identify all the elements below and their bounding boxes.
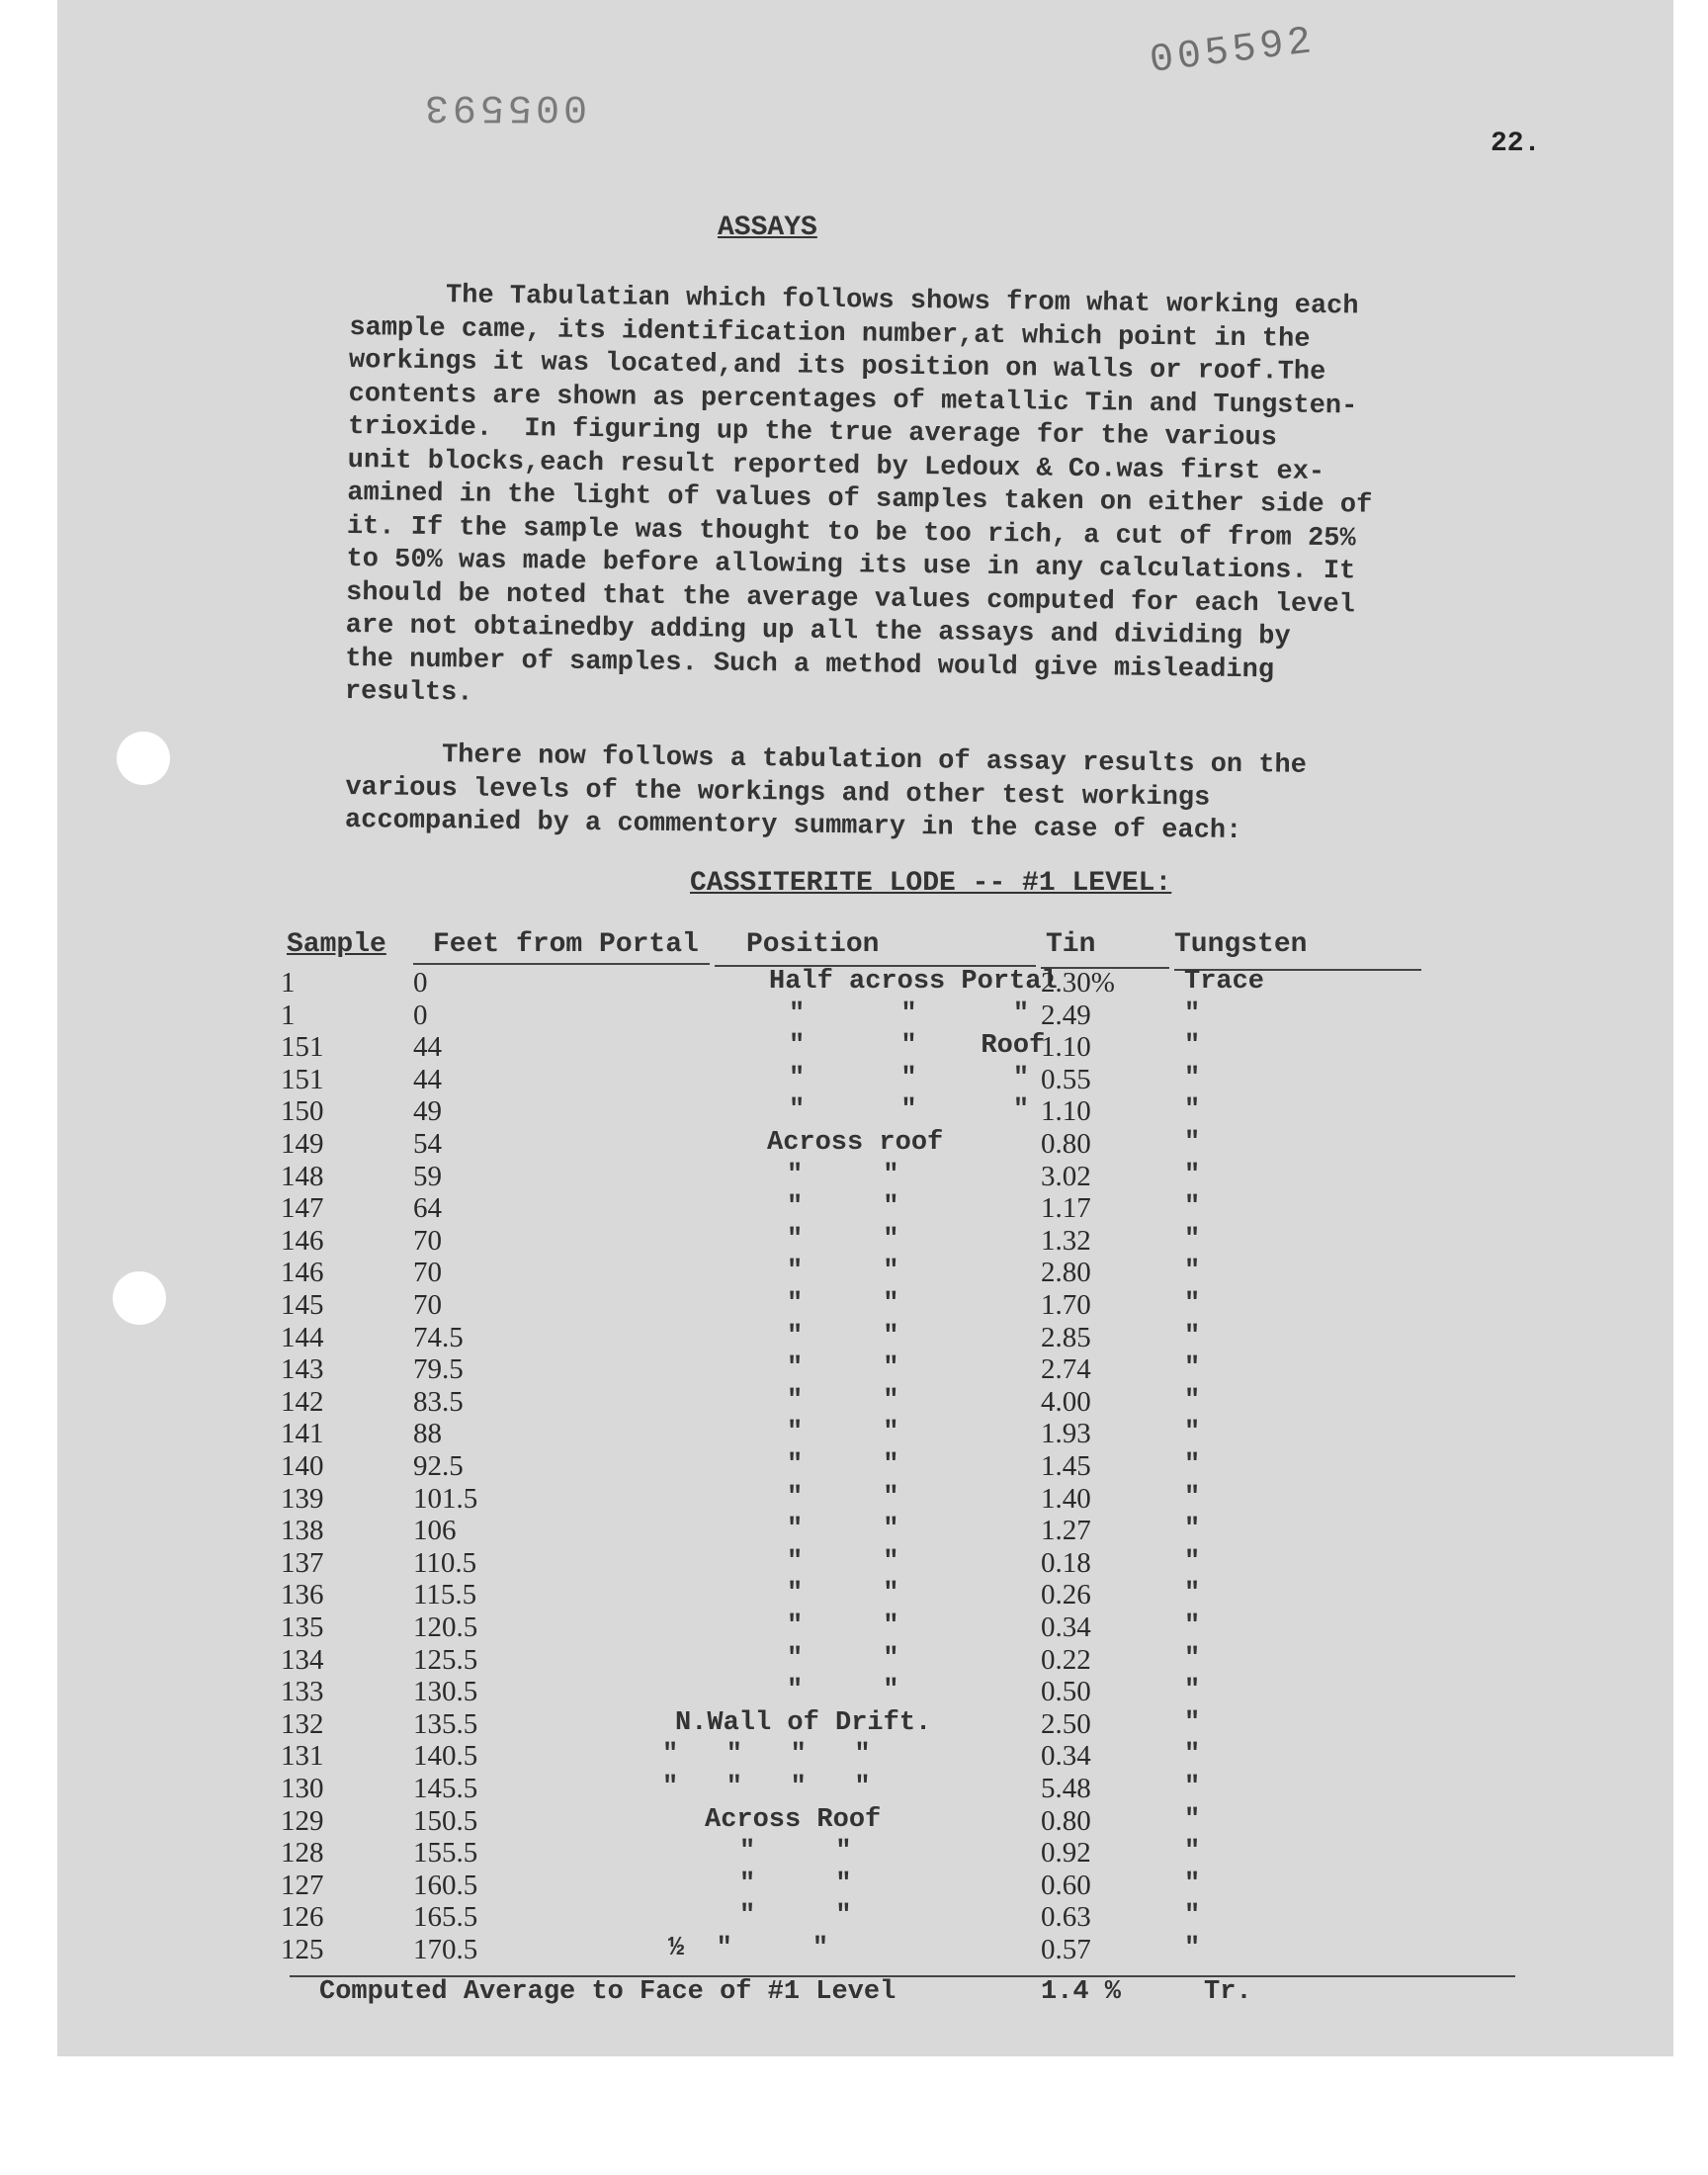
- tungsten-cell: ": [1184, 1160, 1201, 1190]
- sample-cell: 126: [281, 1901, 324, 1934]
- stamp-number-top-left: 005593: [421, 84, 588, 129]
- tungsten-cell: ": [1184, 1643, 1201, 1674]
- table-row: [57, 1418, 1673, 1450]
- sample-cell: 145: [281, 1289, 324, 1321]
- tin-cell: 0.55: [1041, 1063, 1091, 1095]
- tungsten-cell: ": [1184, 1128, 1201, 1158]
- header-sample: Sample: [287, 929, 386, 960]
- sample-cell: 1: [281, 999, 296, 1031]
- feet-cell: 83.5: [413, 1385, 464, 1418]
- tungsten-cell: ": [1184, 1321, 1201, 1351]
- position-cell: Across roof: [767, 1128, 944, 1158]
- tin-cell: 2.49: [1041, 999, 1091, 1031]
- sample-cell: 1: [281, 967, 296, 999]
- table-row: [57, 1708, 1673, 1738]
- sample-cell: 134: [281, 1643, 324, 1676]
- position-cell: " ": [787, 1611, 899, 1641]
- sample-cell: 139: [281, 1482, 324, 1515]
- position-cell: " " " ": [662, 1740, 871, 1771]
- position-cell: " ": [787, 1192, 899, 1223]
- tin-cell: 2.30%: [1041, 967, 1115, 999]
- stamp-number-top-right: 005592: [1147, 19, 1319, 85]
- position-cell: " ": [787, 1579, 899, 1610]
- tin-cell: 4.00: [1041, 1385, 1091, 1418]
- feet-cell: 125.5: [413, 1643, 478, 1676]
- sample-cell: 131: [281, 1740, 324, 1773]
- table-row: [57, 1773, 1673, 1802]
- table-row: [57, 1644, 1673, 1674]
- tungsten-cell: Trace: [1184, 967, 1265, 997]
- tin-cell: 5.48: [1041, 1773, 1091, 1804]
- position-cell: " ": [787, 1676, 899, 1706]
- footer-label: Computed Average to Face of #1 Level: [319, 1977, 897, 2007]
- sample-cell: 140: [281, 1450, 324, 1482]
- tin-cell: 1.10: [1041, 1031, 1091, 1064]
- table-row: [57, 1128, 1673, 1158]
- tabulation-paragraph: There now follows a tabulation of assay results on the various levels of the workings and other test workings accompanied by a commentory summary in the case of each:: [344, 739, 1308, 847]
- punch-hole-bottom: [113, 1271, 166, 1325]
- tin-cell: 1.32: [1041, 1224, 1091, 1257]
- tungsten-cell: ": [1184, 1901, 1201, 1932]
- sample-cell: 144: [281, 1321, 324, 1353]
- header-tin: Tin: [1046, 929, 1096, 960]
- tungsten-cell: ": [1184, 1095, 1201, 1126]
- position-cell: " " " ": [662, 1773, 871, 1802]
- feet-cell: 70: [413, 1224, 442, 1257]
- tin-cell: 2.50: [1041, 1707, 1091, 1740]
- sample-cell: 130: [281, 1773, 324, 1804]
- document-page: [57, 0, 1673, 2056]
- table-row: [57, 1031, 1673, 1064]
- punch-hole-top: [117, 732, 170, 785]
- sample-cell: 138: [281, 1515, 324, 1547]
- feet-cell: 59: [413, 1160, 442, 1192]
- header-feet: Feet from Portal: [433, 929, 699, 960]
- tungsten-cell: ": [1184, 1289, 1201, 1319]
- tin-cell: 0.18: [1041, 1546, 1091, 1579]
- header-position: Position: [746, 929, 880, 960]
- feet-cell: 120.5: [413, 1611, 478, 1643]
- header-underline-feet: [413, 963, 710, 965]
- tungsten-cell: ": [1184, 1450, 1201, 1480]
- sample-cell: 151: [281, 1063, 324, 1095]
- intro-paragraph: The Tabulatian which follows shows from what working each sample came, its identification number,at which point in the workings it was located,and its position on walls or roof.The contents are shown as percentages of metallic Tin and Tungsten- trioxide. In figuring up the true average for the various unit blocks,each result reported by Ledoux & Co.was first ex- amined in the light of values of samples taken on either side of it. If the sample was thought to be too rich, a cut of from 25% to 50% was made before allowing its use in any calculations. It should be noted that the average values computed for each level are not obtainedby adding up all the assays and dividing by the number of samples. Such a method would give misleading results.: [344, 279, 1373, 709]
- tin-cell: 1.40: [1041, 1482, 1091, 1515]
- feet-cell: 101.5: [413, 1482, 478, 1515]
- tungsten-cell: ": [1184, 1579, 1201, 1610]
- tungsten-cell: ": [1184, 1546, 1201, 1577]
- feet-cell: 0: [413, 999, 428, 1031]
- position-cell: " ": [787, 1482, 899, 1513]
- tin-cell: 0.34: [1041, 1611, 1091, 1643]
- feet-cell: 54: [413, 1128, 442, 1160]
- table-row: [57, 1000, 1673, 1029]
- tin-cell: 1.45: [1041, 1450, 1091, 1482]
- tin-cell: 3.02: [1041, 1160, 1091, 1192]
- table-row: [57, 1901, 1673, 1934]
- feet-cell: 44: [413, 1063, 442, 1095]
- tungsten-cell: ": [1184, 1740, 1201, 1771]
- feet-cell: 140.5: [413, 1740, 478, 1773]
- table-row: [57, 1934, 1673, 1963]
- table-row: [57, 1837, 1673, 1870]
- tungsten-cell: ": [1184, 1385, 1201, 1416]
- feet-cell: 70: [413, 1257, 442, 1289]
- tin-cell: 1.17: [1041, 1192, 1091, 1225]
- tungsten-cell: ": [1184, 1804, 1201, 1835]
- header-tungsten: Tungsten: [1174, 929, 1308, 960]
- tungsten-cell: ": [1184, 1418, 1201, 1448]
- table-row: [57, 1515, 1673, 1547]
- table-row: [57, 1450, 1673, 1480]
- tungsten-cell: ": [1184, 1031, 1201, 1062]
- tungsten-cell: ": [1184, 1934, 1201, 1963]
- tungsten-cell: ": [1184, 1257, 1201, 1287]
- table-row: [57, 1740, 1673, 1773]
- position-cell: " ": [787, 1353, 899, 1384]
- tin-cell: 0.57: [1041, 1934, 1091, 1965]
- table-row: [57, 1547, 1673, 1577]
- tungsten-cell: ": [1184, 1707, 1201, 1738]
- tin-cell: 2.85: [1041, 1321, 1091, 1353]
- table-row: [57, 1579, 1673, 1609]
- feet-cell: 79.5: [413, 1353, 464, 1386]
- position-cell: " ": [787, 1224, 899, 1255]
- tungsten-cell: ": [1184, 1869, 1201, 1899]
- feet-cell: 135.5: [413, 1707, 478, 1740]
- table-row: [57, 1353, 1673, 1386]
- tin-cell: 2.74: [1041, 1353, 1091, 1386]
- tin-cell: 1.70: [1041, 1289, 1091, 1321]
- sample-cell: 133: [281, 1676, 324, 1708]
- page-number: 22.: [1491, 129, 1541, 159]
- feet-cell: 165.5: [413, 1901, 478, 1934]
- sample-cell: 150: [281, 1095, 324, 1128]
- tin-cell: 0.80: [1041, 1128, 1091, 1160]
- tin-cell: 0.26: [1041, 1579, 1091, 1611]
- table-row: [57, 1676, 1673, 1708]
- sample-cell: 128: [281, 1837, 324, 1870]
- table-row: [57, 967, 1673, 997]
- tungsten-cell: ": [1184, 1837, 1201, 1868]
- table-title: CASSITERITE LODE -- #1 LEVEL:: [690, 868, 1172, 899]
- position-cell: " ": [787, 1643, 899, 1674]
- feet-cell: 0: [413, 967, 428, 999]
- tungsten-cell: ": [1184, 1224, 1201, 1255]
- feet-cell: 115.5: [413, 1579, 477, 1611]
- position-cell: " ": [787, 1289, 899, 1319]
- table-row: [57, 1225, 1673, 1255]
- tin-cell: 0.60: [1041, 1869, 1091, 1901]
- position-cell: " " Roof: [789, 1031, 1046, 1062]
- position-cell: " ": [787, 1321, 899, 1351]
- feet-cell: 150.5: [413, 1804, 478, 1837]
- position-cell: " ": [787, 1385, 899, 1416]
- tin-cell: 0.63: [1041, 1901, 1091, 1934]
- tungsten-cell: ": [1184, 1515, 1201, 1545]
- table-row: [57, 1289, 1673, 1319]
- table-row: [57, 1870, 1673, 1899]
- position-cell: ½ " ": [668, 1934, 829, 1963]
- position-cell: " ": [787, 1257, 899, 1287]
- position-cell: N.Wall of Drift.: [675, 1707, 932, 1738]
- sample-cell: 146: [281, 1257, 324, 1289]
- tungsten-cell: ": [1184, 999, 1201, 1029]
- feet-cell: 106: [413, 1515, 457, 1547]
- feet-cell: 88: [413, 1418, 442, 1450]
- tin-cell: 0.34: [1041, 1740, 1091, 1773]
- tungsten-cell: ": [1184, 1611, 1201, 1641]
- position-cell: " ": [787, 1515, 899, 1545]
- table-row: [57, 1611, 1673, 1641]
- position-cell: " ": [787, 1450, 899, 1480]
- position-cell: " ": [739, 1901, 852, 1932]
- tin-cell: 1.10: [1041, 1095, 1091, 1128]
- tungsten-cell: ": [1184, 1676, 1201, 1706]
- sample-cell: 137: [281, 1546, 324, 1579]
- table-row: [57, 1161, 1673, 1190]
- sample-cell: 129: [281, 1804, 324, 1837]
- feet-cell: 130.5: [413, 1676, 478, 1708]
- tin-cell: 0.22: [1041, 1643, 1091, 1676]
- position-cell: " " ": [789, 999, 1030, 1029]
- feet-cell: 49: [413, 1095, 442, 1128]
- footer-tin-average: 1.4 %: [1041, 1977, 1122, 2007]
- feet-cell: 160.5: [413, 1869, 478, 1901]
- tin-cell: 0.80: [1041, 1804, 1091, 1837]
- sample-cell: 127: [281, 1869, 324, 1901]
- position-cell: Across Roof: [705, 1804, 882, 1835]
- position-cell: " ": [739, 1837, 852, 1868]
- feet-cell: 70: [413, 1289, 442, 1321]
- table-row: [57, 1192, 1673, 1225]
- sample-cell: 141: [281, 1418, 324, 1450]
- feet-cell: 145.5: [413, 1773, 478, 1804]
- position-cell: " ": [739, 1869, 852, 1899]
- table-row: [57, 1483, 1673, 1513]
- sample-cell: 148: [281, 1160, 324, 1192]
- position-cell: Half across Portal: [769, 967, 1058, 997]
- tungsten-cell: ": [1184, 1192, 1201, 1223]
- feet-cell: 92.5: [413, 1450, 464, 1482]
- position-cell: " ": [787, 1418, 899, 1448]
- tin-cell: 0.92: [1041, 1837, 1091, 1870]
- table-row: [57, 1386, 1673, 1416]
- table-row: [57, 1322, 1673, 1351]
- page-title: ASSAYS: [718, 213, 817, 243]
- sample-cell: 135: [281, 1611, 324, 1643]
- sample-cell: 125: [281, 1934, 324, 1965]
- table-row: [57, 1095, 1673, 1128]
- sample-cell: 132: [281, 1707, 324, 1740]
- tin-cell: 0.50: [1041, 1676, 1091, 1708]
- tin-cell: 2.80: [1041, 1257, 1091, 1289]
- tungsten-cell: ": [1184, 1353, 1201, 1384]
- feet-cell: 155.5: [413, 1837, 478, 1870]
- position-cell: " " ": [789, 1095, 1030, 1126]
- sample-cell: 143: [281, 1353, 324, 1386]
- tungsten-cell: ": [1184, 1482, 1201, 1513]
- feet-cell: 170.5: [413, 1934, 478, 1965]
- table-row: [57, 1805, 1673, 1835]
- feet-cell: 64: [413, 1192, 442, 1225]
- feet-cell: 74.5: [413, 1321, 464, 1353]
- sample-cell: 136: [281, 1579, 324, 1611]
- tin-cell: 1.93: [1041, 1418, 1091, 1450]
- table-row: [57, 1064, 1673, 1093]
- tungsten-cell: ": [1184, 1773, 1201, 1802]
- position-cell: " ": [787, 1160, 899, 1190]
- tin-cell: 1.27: [1041, 1515, 1091, 1547]
- table-row: [57, 1257, 1673, 1289]
- sample-cell: 149: [281, 1128, 324, 1160]
- position-cell: " " ": [789, 1063, 1030, 1093]
- footer-tungsten-average: Tr.: [1204, 1977, 1252, 2007]
- feet-cell: 44: [413, 1031, 442, 1064]
- feet-cell: 110.5: [413, 1546, 477, 1579]
- sample-cell: 142: [281, 1385, 324, 1418]
- table-footer-row: [57, 1977, 1673, 2011]
- sample-cell: 146: [281, 1224, 324, 1257]
- sample-cell: 147: [281, 1192, 324, 1225]
- tungsten-cell: ": [1184, 1063, 1201, 1093]
- sample-cell: 151: [281, 1031, 324, 1064]
- position-cell: " ": [787, 1546, 899, 1577]
